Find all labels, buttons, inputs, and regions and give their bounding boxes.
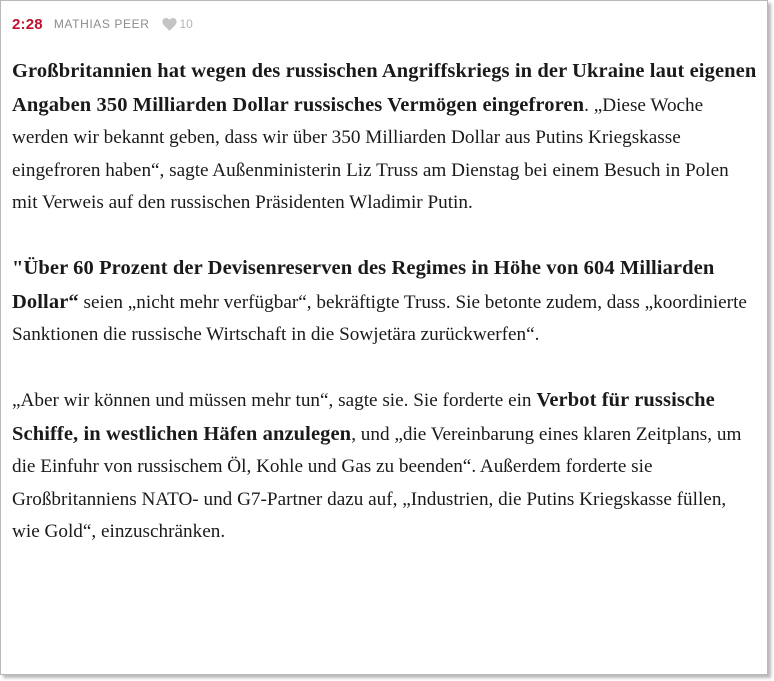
- paragraph-3: [12, 384, 757, 549]
- post-body: [12, 55, 757, 549]
- paragraph-1: [12, 55, 757, 220]
- paragraph-2: [12, 252, 757, 352]
- heart-icon: [162, 18, 177, 31]
- post-author[interactable]: MATHIAS PEER: [53, 17, 150, 31]
- like-button[interactable]: [162, 17, 193, 31]
- paragraph-2-highlight: "Über 60 Prozent der Devisenreserven des Regimes in Höhe von 604 Milliarden Dollar“: [12, 257, 715, 313]
- liveblog-post: [12, 14, 757, 549]
- paragraph-3-text-before: „Aber wir können und müssen mehr tun“, sagte sie. Sie forderte ein: [12, 390, 537, 411]
- post-meta: [12, 14, 757, 34]
- post-time: 2:28: [12, 15, 43, 33]
- paragraph-3-highlight: Verbot für russische Schiffe, in westlichen Häfen anzulegen: [12, 389, 715, 445]
- paragraph-1-text: . „Diese Woche werden wir bekannt geben, dass wir über 350 Milliarden Dollar aus Putins Kriegskasse eingefroren haben“, sagte Außenministerin Liz Truss am Dienstag bei einem Besuch in Polen mit Verweis auf den russischen Präsidenten Wladimir Putin.: [12, 94, 729, 213]
- like-count: 10: [179, 17, 193, 31]
- paragraph-2-text: seien „nicht mehr verfügbar“, bekräftigte Truss. Sie betonte zudem, dass „koordinierte Sanktionen die russische Wirtschaft in die Sowjetära zurückwerfen“.: [12, 291, 747, 345]
- paragraph-1-highlight: Großbritannien hat wegen des russischen Angriffskriegs in der Ukraine laut eigenen Angaben 350 Milliarden Dollar russisches Vermögen eingefroren: [12, 60, 757, 116]
- paragraph-3-text-after: , und „die Vereinbarung eines klaren Zeitplans, um die Einfuhr von russischem Öl, Kohle und Gas zu beenden“. Außerdem forderte sie Großbritanniens NATO- und G7-Partner dazu auf, „Industrien, die Putins Kriegskasse füllen, wie Gold“, einzuschränken.: [12, 423, 742, 542]
